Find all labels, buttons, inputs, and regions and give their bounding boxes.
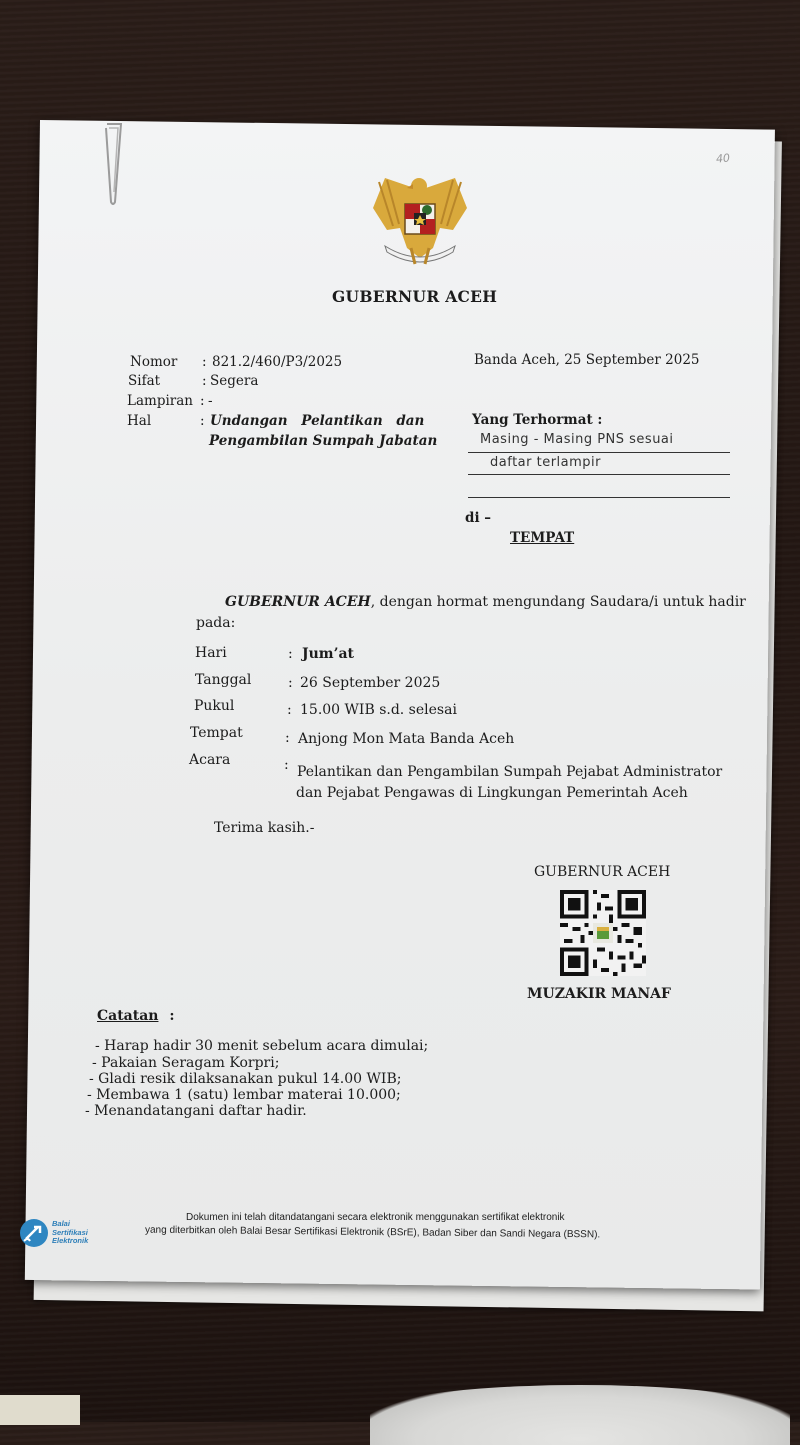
detail-value-tempat: Anjong Mon Mata Banda Aceh [298,731,515,747]
notes-title-text: Catatan [97,1008,159,1024]
meta-label-lampiran: Lampiran [127,393,193,409]
detail-colon: : [288,646,293,662]
detail-value-acara-line2: dan Pejabat Pengawas di Lingkungan Pemerintah Aceh [296,785,688,801]
addressee-line [468,452,730,453]
detail-value-tanggal: 26 September 2025 [300,675,441,691]
meta-value-lampiran: - [208,393,213,409]
detail-colon: : [287,702,292,718]
place-and-date: Banda Aceh, 25 September 2025 [474,352,700,368]
notes-title-colon: : [169,1008,175,1024]
addressee-handwritten-line1: Masing - Masing PNS sesuai [480,432,674,447]
detail-colon: : [284,757,289,773]
meta-value-hal-line1: Undangan Pelantikan dan [210,413,425,429]
addressee-salutation: Yang Terhormat : [472,412,603,428]
addressee-handwritten-line2: daftar terlampir [490,455,601,470]
note-item: - Gladi resik dilaksanakan pukul 14.00 WIB; [89,1071,402,1087]
body-intro-sender: GUBERNUR ACEH [225,594,371,610]
meta-value-nomor: 821.2/460/P3/2025 [212,354,343,370]
meta-label-sifat: Sifat [128,373,161,389]
note-item: - Membawa 1 (satu) lembar materai 10.000; [87,1087,401,1103]
detail-label-acara: Acara [189,752,231,768]
closing-text: Terima kasih.- [214,820,315,836]
bsre-logo-icon [18,1217,50,1249]
meta-colon: : [200,413,205,429]
bsre-logo-line: Sertifikasi [52,1227,88,1237]
addressee-line [468,474,730,475]
addressee-tempat: TEMPAT [510,530,575,546]
background-cloth [370,1385,790,1445]
footer-esign-line2: yang diterbitkan oleh Balai Besar Sertifikasi Elektronik (BSrE), Badan Siber dan Sandi Negara (BSSN). [144,1224,601,1241]
meta-colon: : [202,373,207,389]
note-item: - Menandatangani daftar hadir. [85,1103,307,1119]
detail-colon: : [285,730,290,746]
bsre-logo-line: Elektronik [52,1236,89,1245]
detail-label-hari: Hari [195,645,227,661]
detail-value-acara-line1: Pelantikan dan Pengambilan Sumpah Pejabat Administrator [297,764,723,780]
detail-value-pukul: 15.00 WIB s.d. selesai [300,702,457,718]
note-item: - Harap hadir 30 menit sebelum acara dimulai; [95,1038,429,1054]
meta-colon: : [202,354,207,370]
footer-esign-line1: Dokumen ini telah ditandatangani secara elektronik menggunakan sertifikat elektronik [186,1212,565,1223]
meta-label-hal: Hal [127,413,152,429]
bsre-logo-line: Balai [52,1219,70,1228]
detail-value-hari: Jum’at [302,646,355,662]
signatory-name: MUZAKIR MANAF [527,986,671,1002]
meta-value-hal-line2: Pengambilan Sumpah Jabatan [209,433,438,449]
garuda-emblem-icon [365,168,475,278]
meta-value-sifat: Segera [210,373,259,389]
letterhead-title: GUBERNUR ACEH [332,287,498,306]
note-item: - Pakaian Seragam Korpri; [92,1055,280,1071]
addressee-line [468,497,730,498]
qr-code-icon [560,890,646,976]
detail-label-pukul: Pukul [194,698,235,714]
meta-colon: : [200,393,205,409]
detail-label-tanggal: Tanggal [195,672,252,688]
paperclip-icon [103,122,125,206]
addressee-di: di – [465,510,492,526]
notes-title [97,1008,175,1024]
detail-label-tempat: Tempat [190,725,243,741]
body-intro-line2: pada: [196,615,236,631]
detail-colon: : [288,675,293,691]
background-object [0,1395,80,1425]
handwritten-page-number: 40 [715,151,731,166]
meta-label-nomor: Nomor [130,354,178,370]
bsre-logo-text [52,1220,88,1246]
body-intro-text: , dengan hormat mengundang Saudara/i untuk hadir [370,594,746,610]
body-intro [225,594,746,610]
signature-position: GUBERNUR ACEH [534,864,671,880]
